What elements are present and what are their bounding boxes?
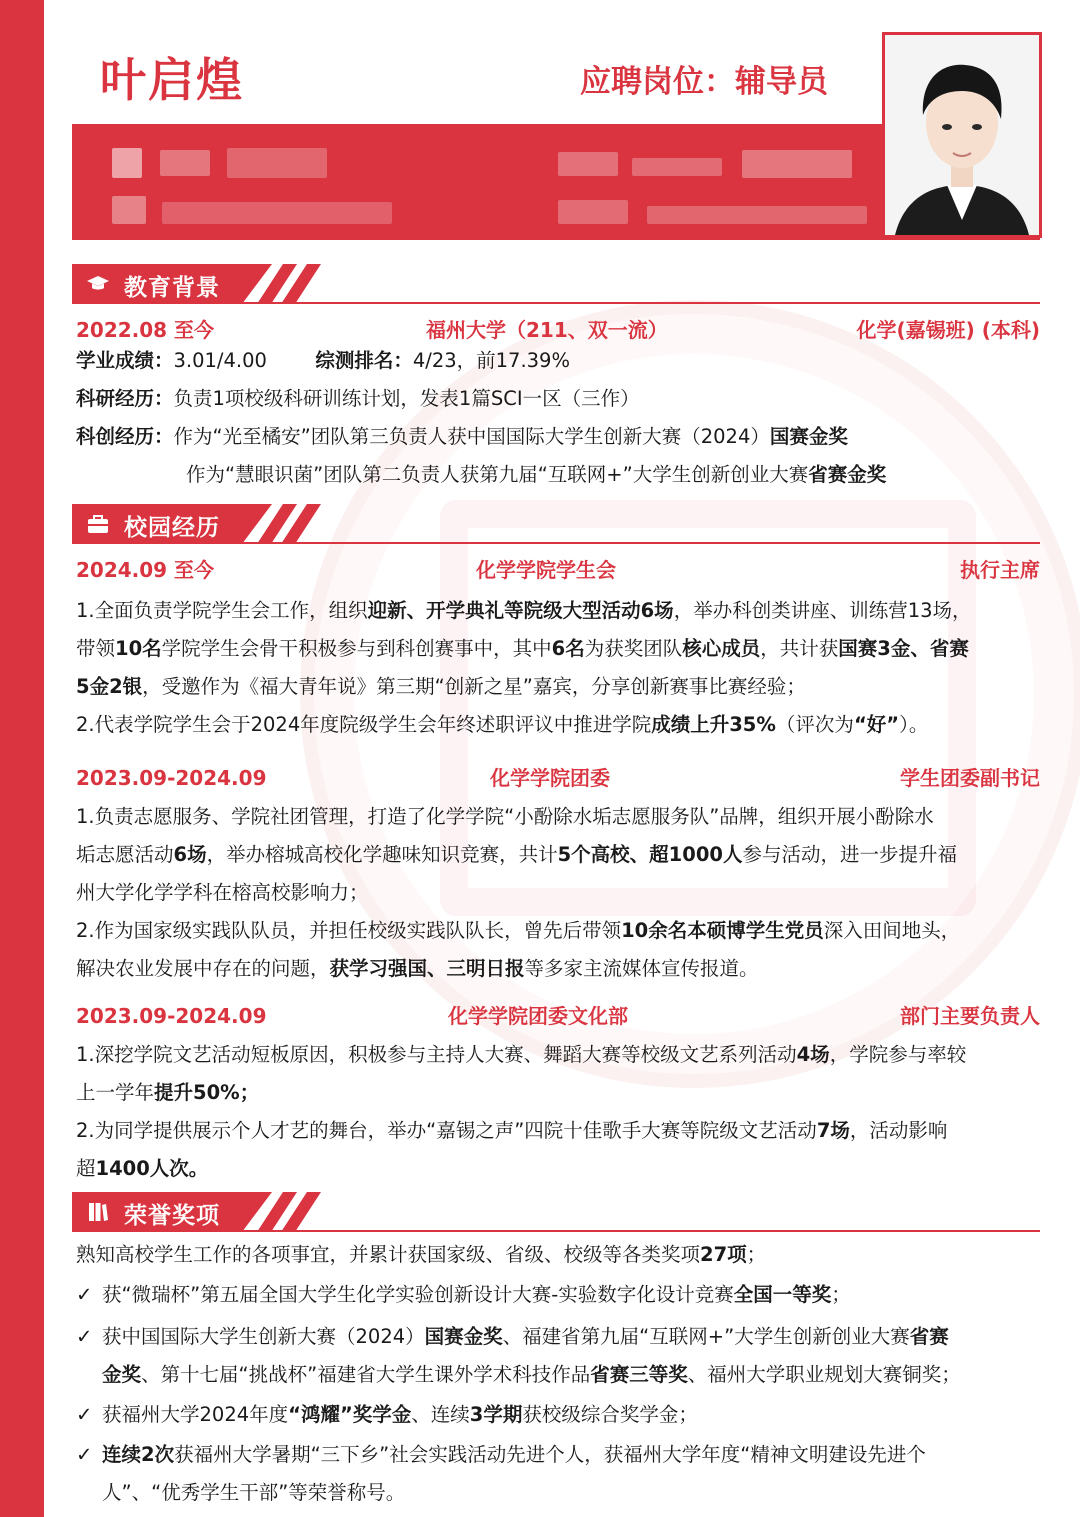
check-icon: ✓	[76, 1325, 93, 1348]
text-run: 垢志愿活动	[76, 843, 174, 866]
section-title: 荣誉奖项	[124, 1203, 220, 1229]
text-run: 核心成员	[682, 637, 761, 660]
position-label: 应聘岗位：	[580, 64, 735, 100]
text-run: 深入田间地头，	[823, 919, 961, 942]
text-run: 1.深挖学院文艺活动短板原因，积极参与主持人大赛、舞蹈大赛等校级文艺系列活动	[76, 1043, 797, 1066]
entry-paragraph	[76, 706, 1046, 744]
text-run: 2.代表学院学生会于2024年度院级学生会年终述职评议中推进学院	[76, 713, 652, 736]
text-run: 1.全面负责学院学生会工作，组织	[76, 599, 368, 622]
text-run: 超	[76, 1157, 96, 1180]
section-title: 教育背景	[124, 275, 220, 301]
text-run: 6名	[551, 637, 585, 660]
innovation-text: 作为“光至橘安”团队第三负责人获中国国际大学生创新大赛（2024）	[173, 425, 770, 448]
text-run: 、福州大学职业规划大赛铜奖；	[687, 1363, 961, 1386]
position-value: 辅导员	[735, 64, 828, 100]
text-run: 、第十七届“挑战杯”福建省大学生课外学术科技作品	[141, 1363, 591, 1386]
text-run: 1.负责志愿服务、学院社团管理，打造了化学学院“小酚除水垢志愿服务队”品牌，组织开展小酚除水	[76, 805, 934, 828]
text-run: 提升50%；	[154, 1081, 260, 1104]
entry-role: 部门主要负责人	[900, 1004, 1040, 1028]
text-run: 、福建省第九届“互联网+”大学生创新创业大赛	[502, 1325, 910, 1348]
education-major: 化学(嘉锡班) (本科)	[856, 318, 1040, 342]
text-run: 10名	[115, 637, 162, 660]
entry-date: 2023.09-2024.09	[76, 1004, 267, 1028]
redacted-info	[558, 200, 628, 224]
graduation-cap-icon	[86, 272, 110, 296]
text-run: 学院学生会骨干积极参与到科创赛事中，其中	[161, 637, 552, 660]
text-run: ，共计获	[760, 637, 839, 660]
rank-label: 综测排名：	[315, 349, 413, 372]
text-run: 5金2银	[76, 675, 143, 698]
gpa-label: 学业成绩：	[76, 349, 174, 372]
gpa-line	[76, 342, 1046, 380]
text-run: 人”、“优秀学生干部”等荣誉称号。	[102, 1481, 406, 1504]
entry-paragraph	[76, 1112, 1046, 1188]
text-run: 带领	[76, 637, 116, 660]
text-run: “好”	[853, 713, 900, 736]
campus-entry-header	[76, 556, 1040, 586]
avatar	[885, 35, 1039, 235]
text-run: 省赛	[909, 1325, 949, 1348]
text-run: 省赛三等奖	[590, 1363, 688, 1386]
section-rule	[222, 302, 1040, 304]
text-run: 上一学年	[76, 1081, 155, 1104]
text-run: 解决农业发展中存在的问题，	[76, 957, 330, 980]
campus-entry-body	[76, 1036, 1046, 1188]
innovation-award: 省赛金奖	[808, 463, 887, 486]
text-run: 连续2次	[102, 1443, 175, 1466]
text-run: 州大学化学学科在榕高校影响力；	[76, 881, 369, 904]
campus-entry-body	[76, 798, 1046, 988]
entry-paragraph	[76, 1036, 1046, 1112]
check-icon: ✓	[76, 1283, 93, 1306]
text-run: 10余名本硕博学生党员	[621, 919, 824, 942]
research-line	[76, 380, 1046, 418]
text-run: 获福州大学2024年度	[102, 1403, 289, 1426]
text-run: 2.为同学提供展示个人才艺的舞台，举办“嘉锡之声”四院十佳歌手大赛等院级文艺活动	[76, 1119, 817, 1142]
entry-org: 化学学院团委	[490, 766, 610, 790]
campus-entry-header	[76, 764, 1040, 794]
text-run: 等多家主流媒体宣传报道。	[524, 957, 759, 980]
applied-position	[580, 56, 828, 101]
campus-entry-body	[76, 592, 1046, 744]
text-run: ；	[831, 1283, 851, 1306]
text-run: 、连续	[411, 1403, 470, 1426]
entry-date: 2024.09 至今	[76, 558, 215, 582]
text-run: ，学院参与率较	[829, 1043, 967, 1066]
redacted-info	[558, 152, 618, 176]
text-run: ，活动影响	[849, 1119, 948, 1142]
book-icon	[86, 1200, 110, 1224]
innovation-line-1	[76, 418, 1046, 456]
text-run: 全国一等奖	[733, 1283, 832, 1306]
redacted-info	[742, 150, 852, 178]
text-run: 参与活动，进一步提升福	[742, 843, 957, 866]
section-header-honors	[72, 1192, 1040, 1236]
text-run: “鸿耀”奖学金	[288, 1403, 412, 1426]
education-school: 福州大学（211、双一流）	[426, 318, 668, 342]
gpa-value: 3.01/4.00	[173, 349, 267, 372]
award-item	[76, 1276, 1066, 1314]
text-run: 7场	[816, 1119, 850, 1142]
text-run: （评次为	[775, 713, 854, 736]
briefcase-icon	[86, 512, 110, 536]
text-run: 国赛3金、省赛	[838, 637, 969, 660]
text-run: 迎新、开学典礼等院级大型活动6场	[367, 599, 674, 622]
text-run: 成绩上升35%	[651, 713, 776, 736]
text-run: ，举办榕城高校化学趣味知识竞赛，共计	[206, 843, 558, 866]
text-run: 6场	[173, 843, 207, 866]
text-run: ，受邀作为《福大青年说》第三期“创新之星”嘉宾，分享创新赛事比赛经验；	[142, 675, 806, 698]
entry-role: 学生团委副书记	[900, 766, 1040, 790]
left-accent-bar	[0, 0, 44, 1517]
profile-photo	[882, 32, 1042, 238]
section-title: 校园经历	[124, 515, 220, 541]
text-run: 3学期	[469, 1403, 523, 1426]
redacted-info	[647, 206, 867, 224]
education-details	[76, 342, 1046, 494]
education-date: 2022.08 至今	[76, 318, 215, 342]
rank-value: 4/23，前17.39%	[412, 349, 570, 372]
text-run: 国赛金奖	[424, 1325, 503, 1348]
section-rule	[222, 1230, 1040, 1232]
award-item	[76, 1318, 1066, 1394]
innovation-label: 科创经历：	[76, 425, 174, 448]
text-run: 获“微瑞杯”第五届全国大学生化学实验创新设计大赛-实验数字化设计竞赛	[102, 1283, 734, 1306]
innovation-award: 国赛金奖	[769, 425, 848, 448]
award-item	[76, 1396, 1066, 1434]
redacted-info	[112, 148, 142, 178]
text-run: ；	[746, 1243, 767, 1266]
text-run: ）。	[899, 713, 929, 736]
entry-org: 化学学院学生会	[476, 558, 616, 582]
campus-entry-header	[76, 1002, 1040, 1032]
redacted-info	[160, 150, 210, 176]
redacted-info	[112, 196, 146, 224]
text-run: 熟知高校学生工作的各项事宜，并累计获国家级、省级、校级等各类奖项	[76, 1243, 701, 1266]
entry-paragraph	[76, 798, 1046, 912]
honors-intro	[76, 1236, 1046, 1274]
redacted-info	[632, 158, 722, 176]
entry-date: 2023.09-2024.09	[76, 766, 267, 790]
entry-paragraph	[76, 912, 1046, 988]
text-run: 2.作为国家级实践队队员，并担任校级实践队队长，曾先后带领	[76, 919, 622, 942]
redacted-info	[227, 148, 327, 178]
text-run: 为获奖团队	[584, 637, 683, 660]
text-run: 27项	[700, 1243, 747, 1266]
entry-paragraph	[76, 592, 1046, 706]
text-run: 获学习强国、三明日报	[329, 957, 525, 980]
entry-role: 执行主席	[960, 558, 1040, 582]
entry-org: 化学学院团委文化部	[448, 1004, 628, 1028]
redacted-info	[162, 202, 392, 224]
section-rule	[222, 542, 1040, 544]
text-run: 获中国国际大学生创新大赛（2024）	[102, 1325, 425, 1348]
section-header-education	[72, 264, 1040, 308]
text-run: 1400人次。	[95, 1157, 209, 1180]
check-icon: ✓	[76, 1403, 93, 1426]
innovation-line-2	[76, 456, 1046, 494]
research-text: 负责1项校级科研训练计划，发表1篇SCI一区（三作）	[173, 387, 640, 410]
research-label: 科研经历：	[76, 387, 174, 410]
text-run: 5个高校、超1000人	[557, 843, 743, 866]
text-run: 获校级综合奖学金；	[522, 1403, 698, 1426]
check-icon: ✓	[76, 1443, 93, 1466]
candidate-name: 叶启煌	[100, 53, 244, 107]
text-run: 金奖	[102, 1363, 142, 1386]
text-run: 4场	[796, 1043, 830, 1066]
text-run: 获福州大学暑期“三下乡”社会实践活动先进个人，获福州大学年度“精神文明建设先进个	[174, 1443, 926, 1466]
section-header-campus	[72, 504, 1040, 548]
text-run: ，举办科创类讲座、训练营13场，	[673, 599, 972, 622]
innovation-text: 作为“慧眼识菌”团队第二负责人获第九届“互联网+”大学生创新创业大赛	[186, 463, 809, 486]
award-item	[76, 1436, 1066, 1512]
